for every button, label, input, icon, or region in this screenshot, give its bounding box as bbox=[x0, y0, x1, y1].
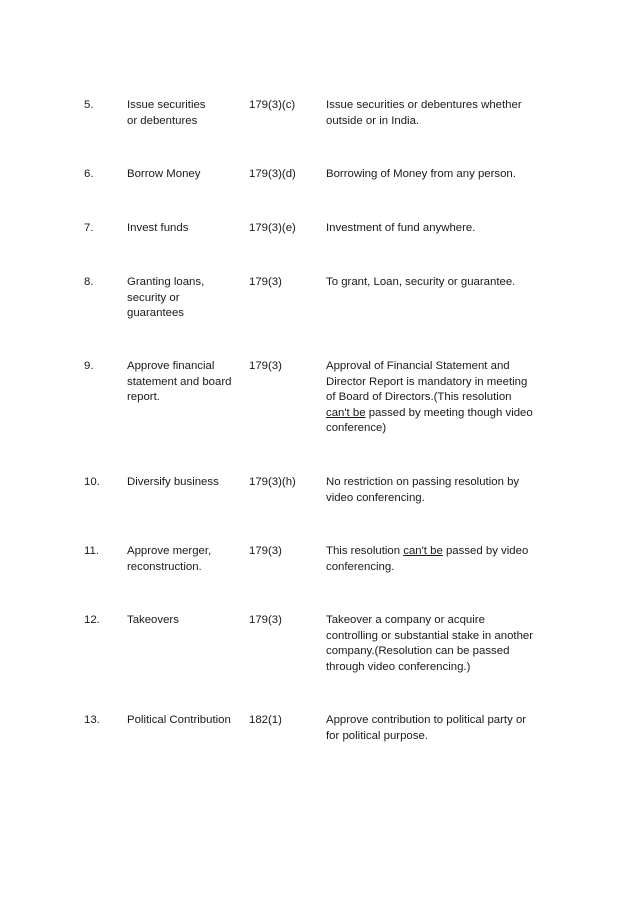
power-name: Diversify business bbox=[127, 476, 219, 488]
underlined-text: can't be bbox=[326, 406, 366, 419]
underlined-text: can't be bbox=[403, 545, 443, 557]
section-reference: 179(3)(h) bbox=[249, 476, 296, 488]
description-text: This resolution bbox=[326, 545, 404, 557]
power-description: Takeover a company or acquire controlling or substantial stake in another company.(Resolution can be passed through video conferencing.) bbox=[326, 614, 534, 673]
power-description: No restriction on passing resolution by video conferencing. bbox=[326, 476, 520, 504]
row-number: 13. bbox=[84, 714, 100, 726]
row-number: 12. bbox=[84, 614, 100, 626]
power-name: Approve financial statement and board report. bbox=[127, 360, 232, 403]
power-name: Political Contribution bbox=[127, 714, 231, 726]
section-reference: 182(1) bbox=[249, 714, 282, 726]
power-description bbox=[326, 544, 536, 575]
power-description: Borrowing of Money from any person. bbox=[326, 168, 516, 180]
power-name: Takeovers bbox=[127, 614, 179, 626]
power-name: Issue securities or debentures bbox=[127, 99, 206, 127]
power-description: To grant, Loan, security or guarantee. bbox=[326, 276, 516, 288]
section-reference: 179(3) bbox=[249, 276, 282, 288]
section-reference: 179(3)(c) bbox=[249, 99, 296, 111]
row-number: 10. bbox=[84, 476, 100, 488]
power-description: Investment of fund anywhere. bbox=[326, 222, 476, 234]
power-name: Invest funds bbox=[127, 222, 189, 234]
power-description: Approve contribution to political party or for political purpose. bbox=[326, 714, 527, 742]
section-reference: 179(3) bbox=[249, 614, 282, 626]
power-name: Borrow Money bbox=[127, 168, 201, 180]
section-reference: 179(3) bbox=[249, 545, 282, 557]
row-number: 11. bbox=[84, 545, 99, 557]
row-number: 6. bbox=[84, 168, 94, 180]
description-text: Approval of Financial Statement and Director Report is mandatory in meeting of Board of Directors.(This resolution bbox=[326, 360, 528, 403]
section-reference: 179(3)(e) bbox=[249, 222, 296, 234]
row-number: 5. bbox=[84, 99, 94, 111]
power-name: Granting loans, security or guarantees bbox=[127, 276, 205, 319]
power-name: Approve merger, reconstruction. bbox=[127, 545, 212, 573]
description-text: passed by meeting though video conference) bbox=[326, 406, 533, 434]
section-reference: 179(3)(d) bbox=[249, 168, 296, 180]
description-text: passed by video conferencing. bbox=[326, 545, 529, 573]
power-description: Issue securities or debentures whether outside or in India. bbox=[326, 99, 522, 127]
section-reference: 179(3) bbox=[249, 360, 282, 372]
power-description bbox=[326, 359, 536, 437]
row-number: 7. bbox=[84, 222, 94, 234]
row-number: 8. bbox=[84, 276, 94, 288]
row-number: 9. bbox=[84, 360, 94, 372]
